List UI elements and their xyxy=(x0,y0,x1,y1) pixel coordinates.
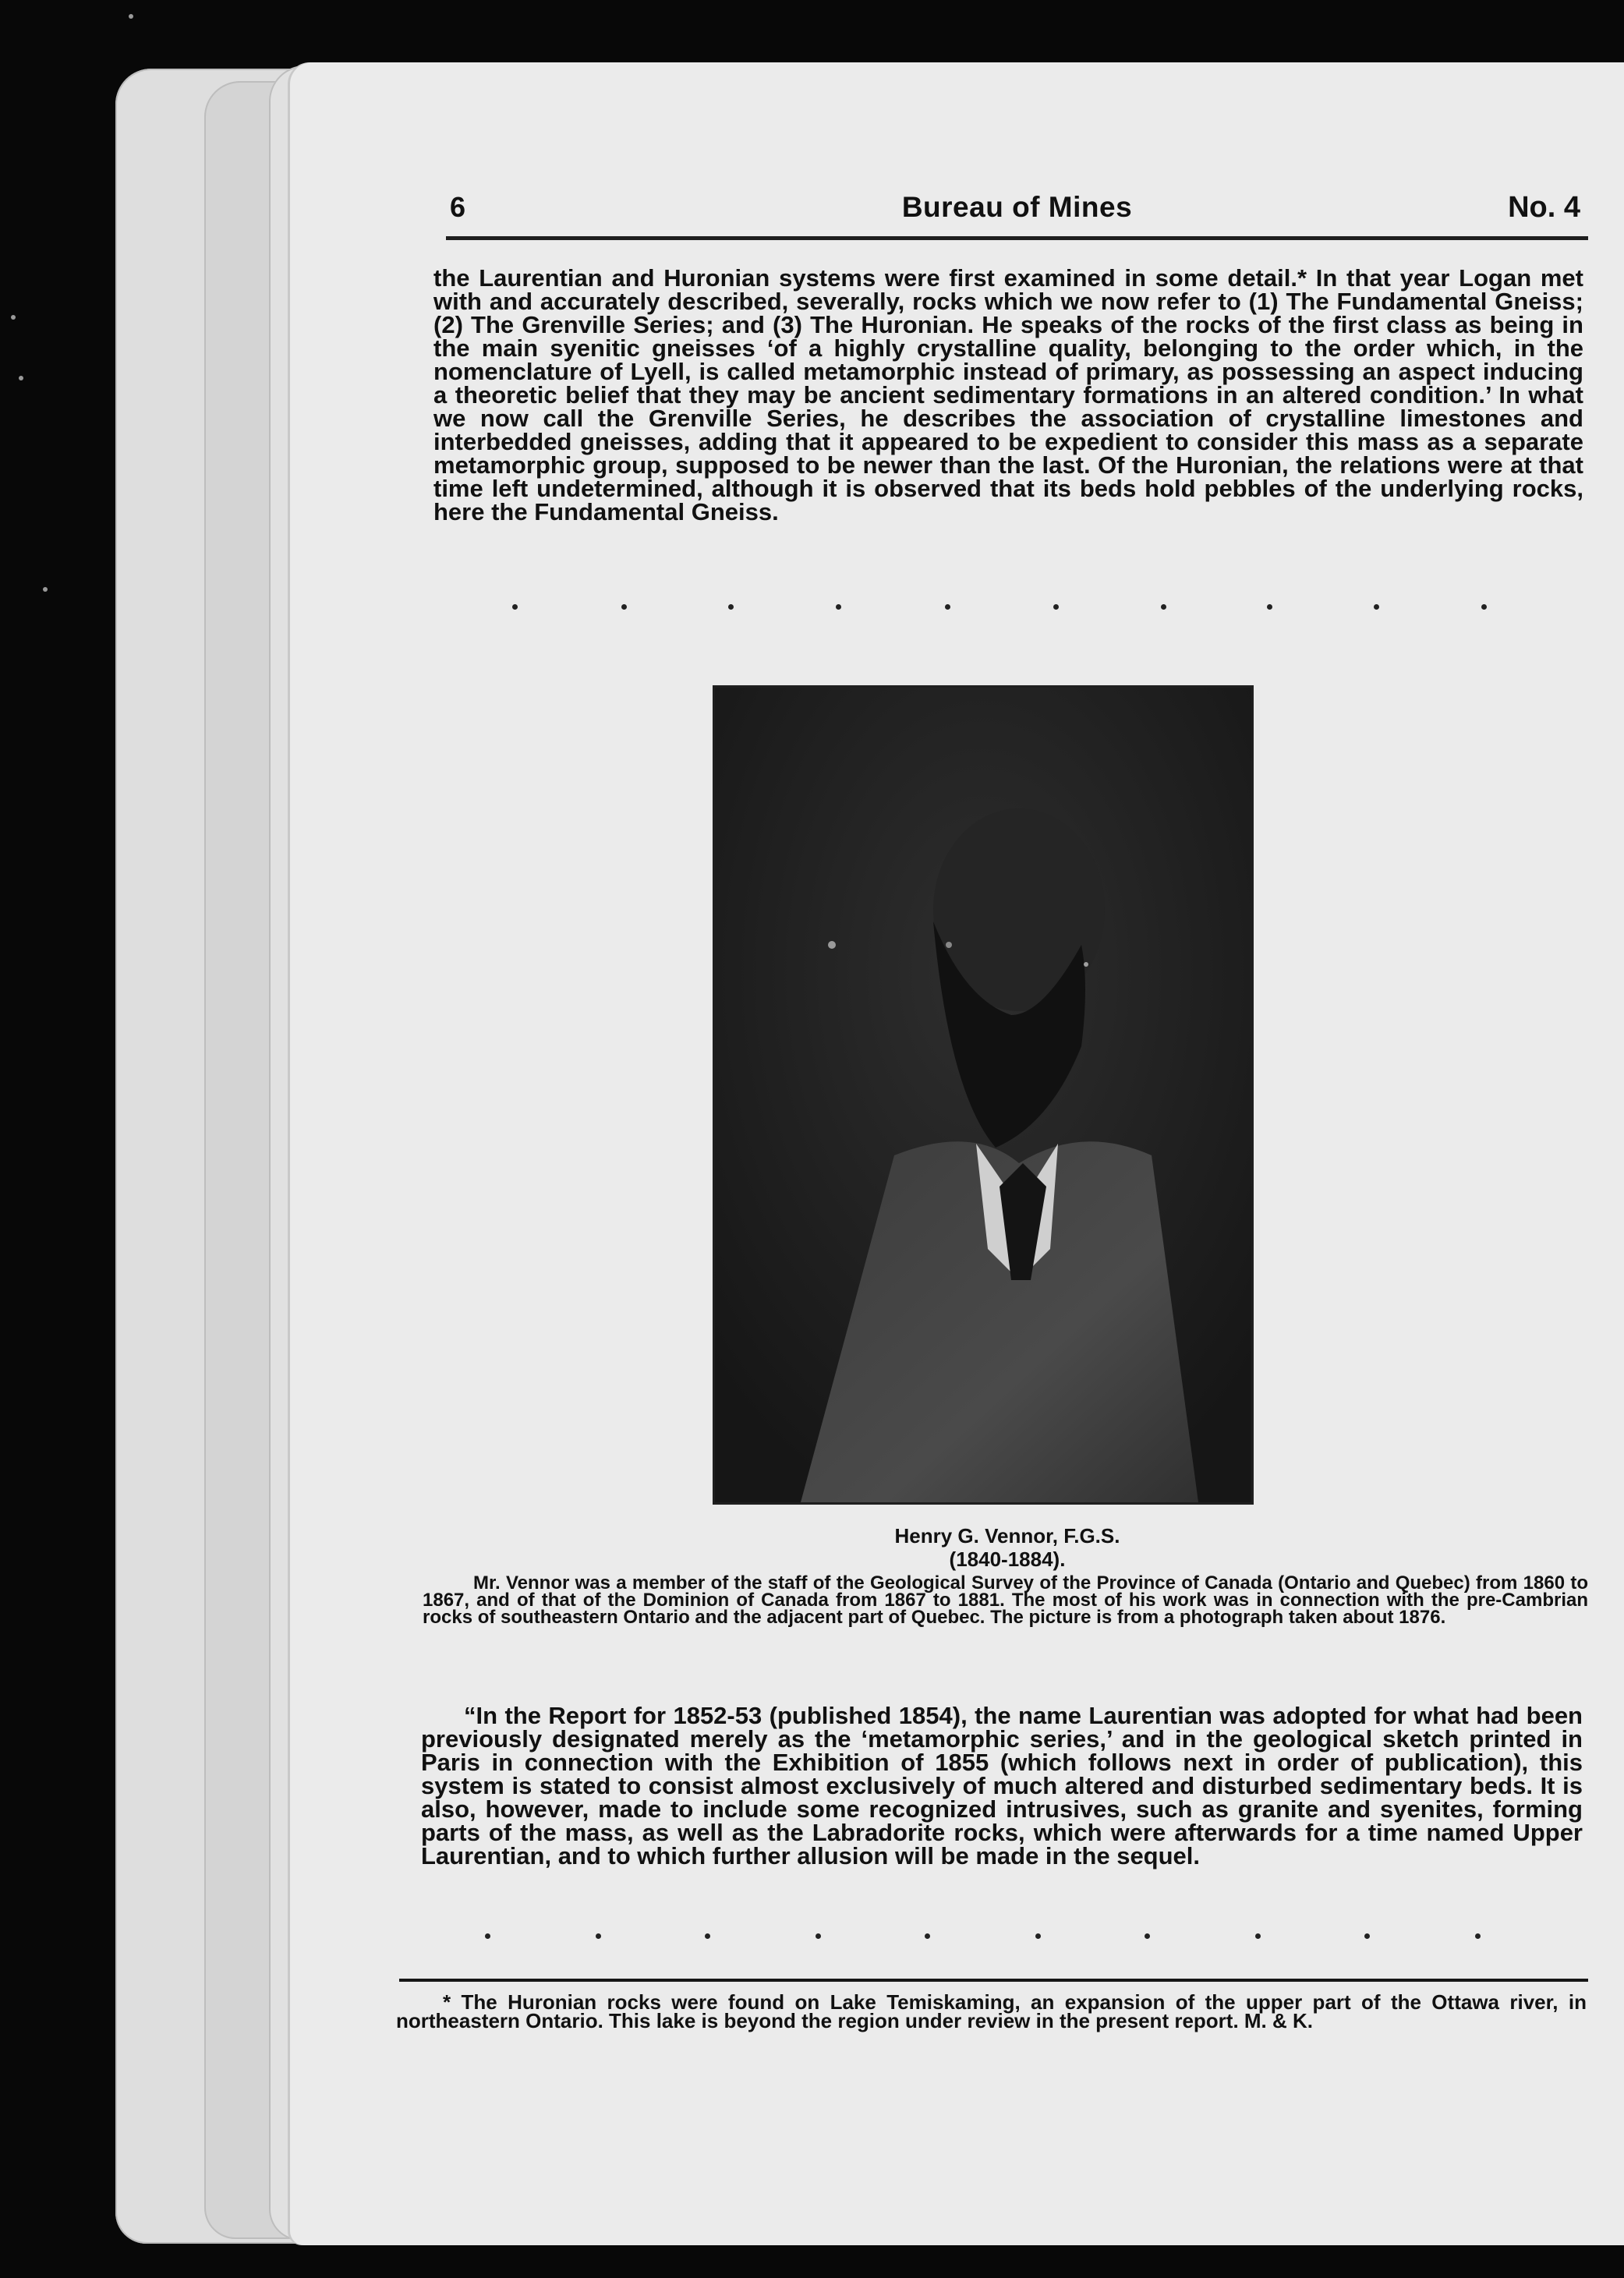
ellipsis-dot xyxy=(1255,1933,1261,1939)
photo-caption-name: Henry G. Vennor, F.G.S. xyxy=(894,1524,1120,1548)
footnote: * The Huronian rocks were found on Lake Temiskaming, an expansion of the upper part of the Ottawa river, in northeastern Ontario. This lake is beyond the region under review in the present report. M. & K. xyxy=(396,1990,1587,2032)
running-head: Bureau of Mines xyxy=(901,191,1133,223)
ellipsis-dot xyxy=(816,1933,821,1939)
ellipsis-dot xyxy=(1145,1933,1150,1939)
ellipsis-dot xyxy=(596,1933,601,1939)
ellipsis-dot xyxy=(621,604,627,610)
scan-speck xyxy=(11,315,16,320)
ellipsis-separator xyxy=(512,604,1526,620)
page-number: 6 xyxy=(450,191,466,223)
header-rule xyxy=(446,236,1588,240)
ellipsis-dot xyxy=(1267,604,1272,610)
scan-speck xyxy=(129,14,133,19)
ellipsis-separator xyxy=(485,1933,1522,1949)
photo-speck xyxy=(1084,962,1088,967)
report-number: No. 4 xyxy=(1508,191,1580,224)
photo-caption-dates: (1840-1884). xyxy=(949,1548,1066,1571)
ellipsis-dot xyxy=(1035,1933,1041,1939)
photo-speck xyxy=(828,941,836,949)
ellipsis-dot xyxy=(485,1933,490,1939)
scan-speck xyxy=(19,376,23,380)
portrait-image xyxy=(715,688,1251,1502)
ellipsis-dot xyxy=(1374,604,1379,610)
document-page xyxy=(290,62,1624,2245)
scan-speck xyxy=(43,587,48,592)
photo-speck xyxy=(946,942,952,948)
ellipsis-dot xyxy=(836,604,841,610)
ellipsis-dot xyxy=(1161,604,1166,610)
photo-caption-note: Mr. Vennor was a member of the staff of the Geological Survey of the Province of Canada (Ontario and Quebec) from 1860 to 1867, and of that of the Dominion of Canada from 1867 to 1881. The most of his work was in connection with the pre-Cambrian rocks of southeastern Ontario and the adjacent part of Quebec. The picture is from a photograph taken about 1876. xyxy=(423,1572,1588,1628)
ellipsis-dot xyxy=(1481,604,1487,610)
ellipsis-dot xyxy=(512,604,518,610)
ellipsis-dot xyxy=(1053,604,1059,610)
ellipsis-dot xyxy=(1364,1933,1370,1939)
ellipsis-dot xyxy=(945,604,950,610)
ellipsis-dot xyxy=(705,1933,710,1939)
ellipsis-dot xyxy=(925,1933,930,1939)
body-paragraph-2: “In the Report for 1852-53 (published 1854), the name Laurentian was adopted for what had been previously designated merely as the ‘metamorphic series,’ and in the geological sketch printed in Paris in connection with the Exhibition of 1855 (which follows next in order of publication), this system is stated to consist almost exclusively of much altered and disturbed sedimentary beds. It is also, however, made to include some recognized intrusives, such as granite and syenites, forming parts of the mass, as well as the Labradorite rocks, which were afterwards for a time named Upper Laurentian, and to which further allusion will be made in the sequel. xyxy=(421,1702,1583,1869)
footnote-rule xyxy=(399,1979,1588,1982)
ellipsis-dot xyxy=(1475,1933,1481,1939)
ellipsis-dot xyxy=(728,604,734,610)
page-header xyxy=(446,191,1588,234)
portrait-photograph xyxy=(713,685,1254,1505)
body-paragraph-1: the Laurentian and Huronian systems were first examined in some detail.* In that year Logan met with and accurately described, severally, rocks which we now refer to (1) The Fundamental Gneiss; (2) The Grenville Series; and (3) The Huronian. He speaks of the rocks of the first class as being in the main syenitic gneisses ‘of a highly crystalline quality, belonging to the order which, in the nomenclature of Lyell, is called metamorphic instead of primary, as possessing an aspect inducing a theoretic belief that they may be ancient sedimentary formations in an altered condition.’ In what we now call the Grenville Series, he describes the association of crystalline limestones and interbedded gneisses, adding that it appeared to be expedient to consider this mass as a separate metamorphic group, supposed to be newer than the last. Of the Huronian, the relations were at that time left undetermined, although it is observed that its beds hold pebbles of the underlying rocks, here the Fundamental Gneiss. xyxy=(433,264,1583,525)
